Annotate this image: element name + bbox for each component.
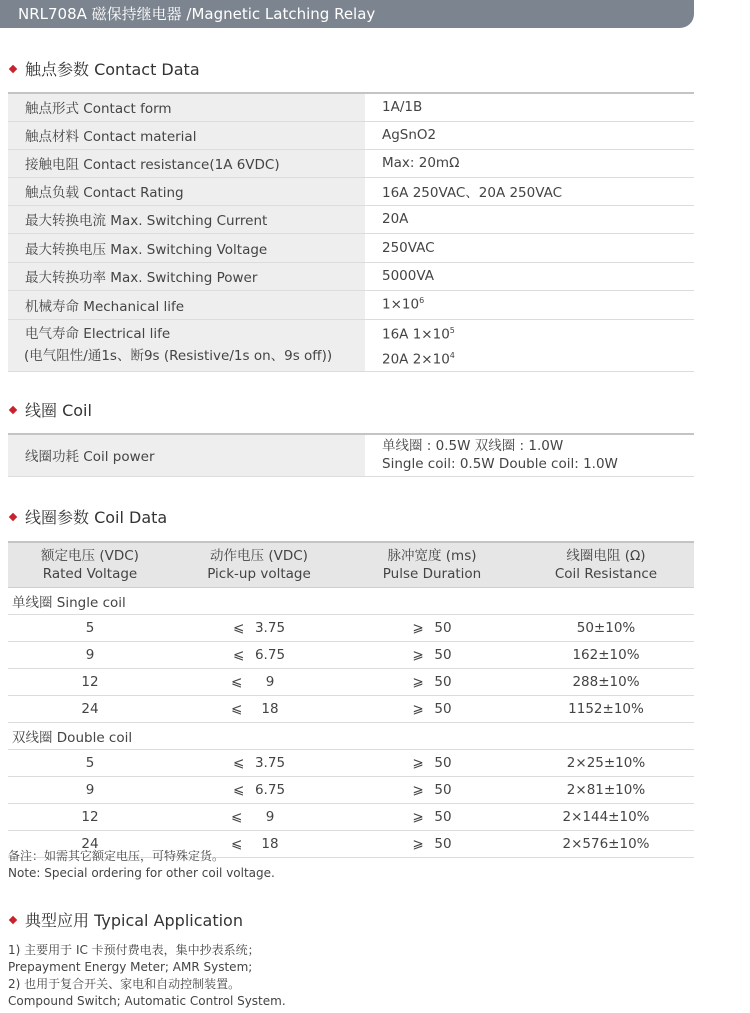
rated-voltage: 5 — [8, 615, 172, 642]
coil-data-heading-text: 线圈参数 Coil Data — [25, 508, 168, 527]
coil-data-table — [8, 541, 694, 858]
pickup-voltage: ⩽ 18 — [172, 696, 346, 723]
column-header: 脉冲宽度 (ms) Pulse Duration — [346, 542, 518, 588]
diamond-bullet-icon — [9, 512, 17, 520]
coil-resistance: 1152±10% — [518, 696, 694, 723]
coil-resistance: 2×144±10% — [518, 804, 694, 831]
group-row — [8, 723, 694, 750]
group-label: 双线圈 Double coil — [8, 723, 694, 750]
diamond-bullet-icon — [9, 915, 17, 923]
note-en: Note: Special ordering for other coil voltage. — [8, 866, 275, 880]
pulse-duration: ⩾ 50 — [346, 615, 518, 642]
spec-value: 250VAC — [365, 233, 694, 262]
group-row — [8, 588, 694, 615]
table-row — [8, 615, 694, 642]
table-row — [8, 177, 694, 205]
contact-data-table — [8, 92, 694, 372]
spec-value — [365, 319, 694, 371]
application-line: 2) 也用于复合开关、家电和自动控制装置。 — [8, 977, 241, 991]
spec-label: 触点材料 Contact material — [8, 121, 365, 149]
spec-label: 接触电阻 Contact resistance(1A 6VDC) — [8, 149, 365, 177]
table-row — [8, 669, 694, 696]
elec-life-v2-exp: 4 — [449, 351, 455, 360]
elec-life-v2-base: 20A 2×10 — [382, 351, 450, 368]
spec-label: 最大转换电压 Max. Switching Voltage — [8, 233, 365, 262]
spec-label — [8, 319, 365, 371]
elec-life-v1-base: 16A 1×10 — [382, 326, 450, 342]
column-header: 线圈电阻 (Ω) Coil Resistance — [518, 542, 694, 588]
pulse-duration: ⩾ 50 — [346, 804, 518, 831]
rated-voltage: 12 — [8, 669, 172, 696]
spec-label: 最大转换电流 Max. Switching Current — [8, 205, 365, 233]
diamond-bullet-icon — [9, 64, 17, 72]
contact-data-heading-text: 触点参数 Contact Data — [25, 60, 200, 79]
application-heading-text: 典型应用 Typical Application — [25, 911, 243, 930]
table-row — [8, 149, 694, 177]
table-row — [8, 205, 694, 233]
column-header: 动作电压 (VDC) Pick-up voltage — [172, 542, 346, 588]
coil-data-heading — [8, 505, 167, 528]
pulse-duration: ⩾ 50 — [346, 831, 518, 858]
table-row — [8, 319, 694, 371]
page-title: NRL708A 磁保持继电器 /Magnetic Latching Relay — [0, 0, 694, 28]
application-line: 1) 主要用于 IC 卡预付费电表，集中抄表系统； — [8, 943, 260, 957]
elec-life-label-1: 电气寿命 Electrical life — [25, 326, 171, 342]
table-row — [8, 434, 694, 476]
pickup-voltage: ⩽ 6.75 — [172, 777, 346, 804]
table-header-row — [8, 542, 694, 588]
spec-label: 触点负载 Contact Rating — [8, 177, 365, 205]
table-row — [8, 262, 694, 290]
elec-life-label-2: (电气阻性/通1s、断9s (Resistive/1s on、9s off)) — [24, 348, 333, 364]
group-label: 单线圈 Single coil — [8, 588, 694, 615]
pulse-duration: ⩾ 50 — [346, 642, 518, 669]
note-block — [8, 848, 275, 882]
coil-resistance: 2×25±10% — [518, 750, 694, 777]
spec-label: 触点形式 Contact form — [8, 93, 365, 121]
pickup-voltage: ⩽ 9 — [172, 804, 346, 831]
pickup-voltage: ⩽ 9 — [172, 669, 346, 696]
diamond-bullet-icon — [9, 405, 17, 413]
pickup-voltage: ⩽ 3.75 — [172, 615, 346, 642]
application-heading — [8, 908, 243, 931]
rated-voltage: 12 — [8, 804, 172, 831]
contact-data-heading — [8, 57, 200, 80]
pulse-duration: ⩾ 50 — [346, 777, 518, 804]
coil-power-table — [8, 433, 694, 477]
rated-voltage: 24 — [8, 696, 172, 723]
spec-label: 线圈功耗 Coil power — [8, 434, 365, 476]
rated-voltage: 24 — [8, 831, 172, 858]
coil-heading — [8, 398, 92, 421]
spec-label: 最大转换功率 Max. Switching Power — [8, 262, 365, 290]
pickup-voltage: ⩽ 3.75 — [172, 750, 346, 777]
table-row — [8, 750, 694, 777]
coil-resistance: 2×576±10% — [518, 831, 694, 858]
table-row — [8, 777, 694, 804]
table-row — [8, 93, 694, 121]
coil-heading-text: 线圈 Coil — [25, 401, 92, 420]
application-line: Compound Switch; Automatic Control System. — [8, 994, 286, 1008]
note-cn: 备注：如需其它额定电压，可特殊定货。 — [8, 849, 225, 863]
rated-voltage: 9 — [8, 642, 172, 669]
pulse-duration: ⩾ 50 — [346, 669, 518, 696]
coil-power-value-cn: 单线圈 : 0.5W 双线圈 : 1.0W — [382, 438, 564, 455]
spec-value: Max: 20mΩ — [365, 149, 694, 177]
pulse-duration: ⩾ 50 — [346, 696, 518, 723]
coil-resistance: 288±10% — [518, 669, 694, 696]
spec-value — [365, 290, 694, 319]
spec-value — [365, 434, 694, 476]
pulse-duration: ⩾ 50 — [346, 750, 518, 777]
table-row — [8, 121, 694, 149]
table-row — [8, 696, 694, 723]
mech-life-exp: 6 — [419, 296, 425, 306]
table-row — [8, 804, 694, 831]
spec-label: 机械寿命 Mechanical life — [8, 290, 365, 319]
pickup-voltage: ⩽ 18 — [172, 831, 346, 858]
spec-value: 5000VA — [365, 262, 694, 290]
table-row — [8, 290, 694, 319]
application-line: Prepayment Energy Meter; AMR System; — [8, 960, 253, 974]
application-list — [8, 942, 286, 1010]
elec-life-v1-exp: 5 — [449, 325, 455, 335]
coil-resistance: 50±10% — [518, 615, 694, 642]
coil-resistance: 162±10% — [518, 642, 694, 669]
spec-value: 16A 250VAC、20A 250VAC — [365, 177, 694, 205]
spec-value: 20A — [365, 205, 694, 233]
spec-value: AgSnO2 — [365, 121, 694, 149]
coil-resistance: 2×81±10% — [518, 777, 694, 804]
table-row — [8, 642, 694, 669]
coil-power-value-en: Single coil: 0.5W Double coil: 1.0W — [382, 456, 618, 473]
rated-voltage: 9 — [8, 777, 172, 804]
column-header: 额定电压 (VDC) Rated Voltage — [8, 542, 172, 588]
rated-voltage: 5 — [8, 750, 172, 777]
pickup-voltage: ⩽ 6.75 — [172, 642, 346, 669]
mech-life-base: 1×10 — [382, 296, 420, 313]
table-row — [8, 233, 694, 262]
spec-value: 1A/1B — [365, 93, 694, 121]
